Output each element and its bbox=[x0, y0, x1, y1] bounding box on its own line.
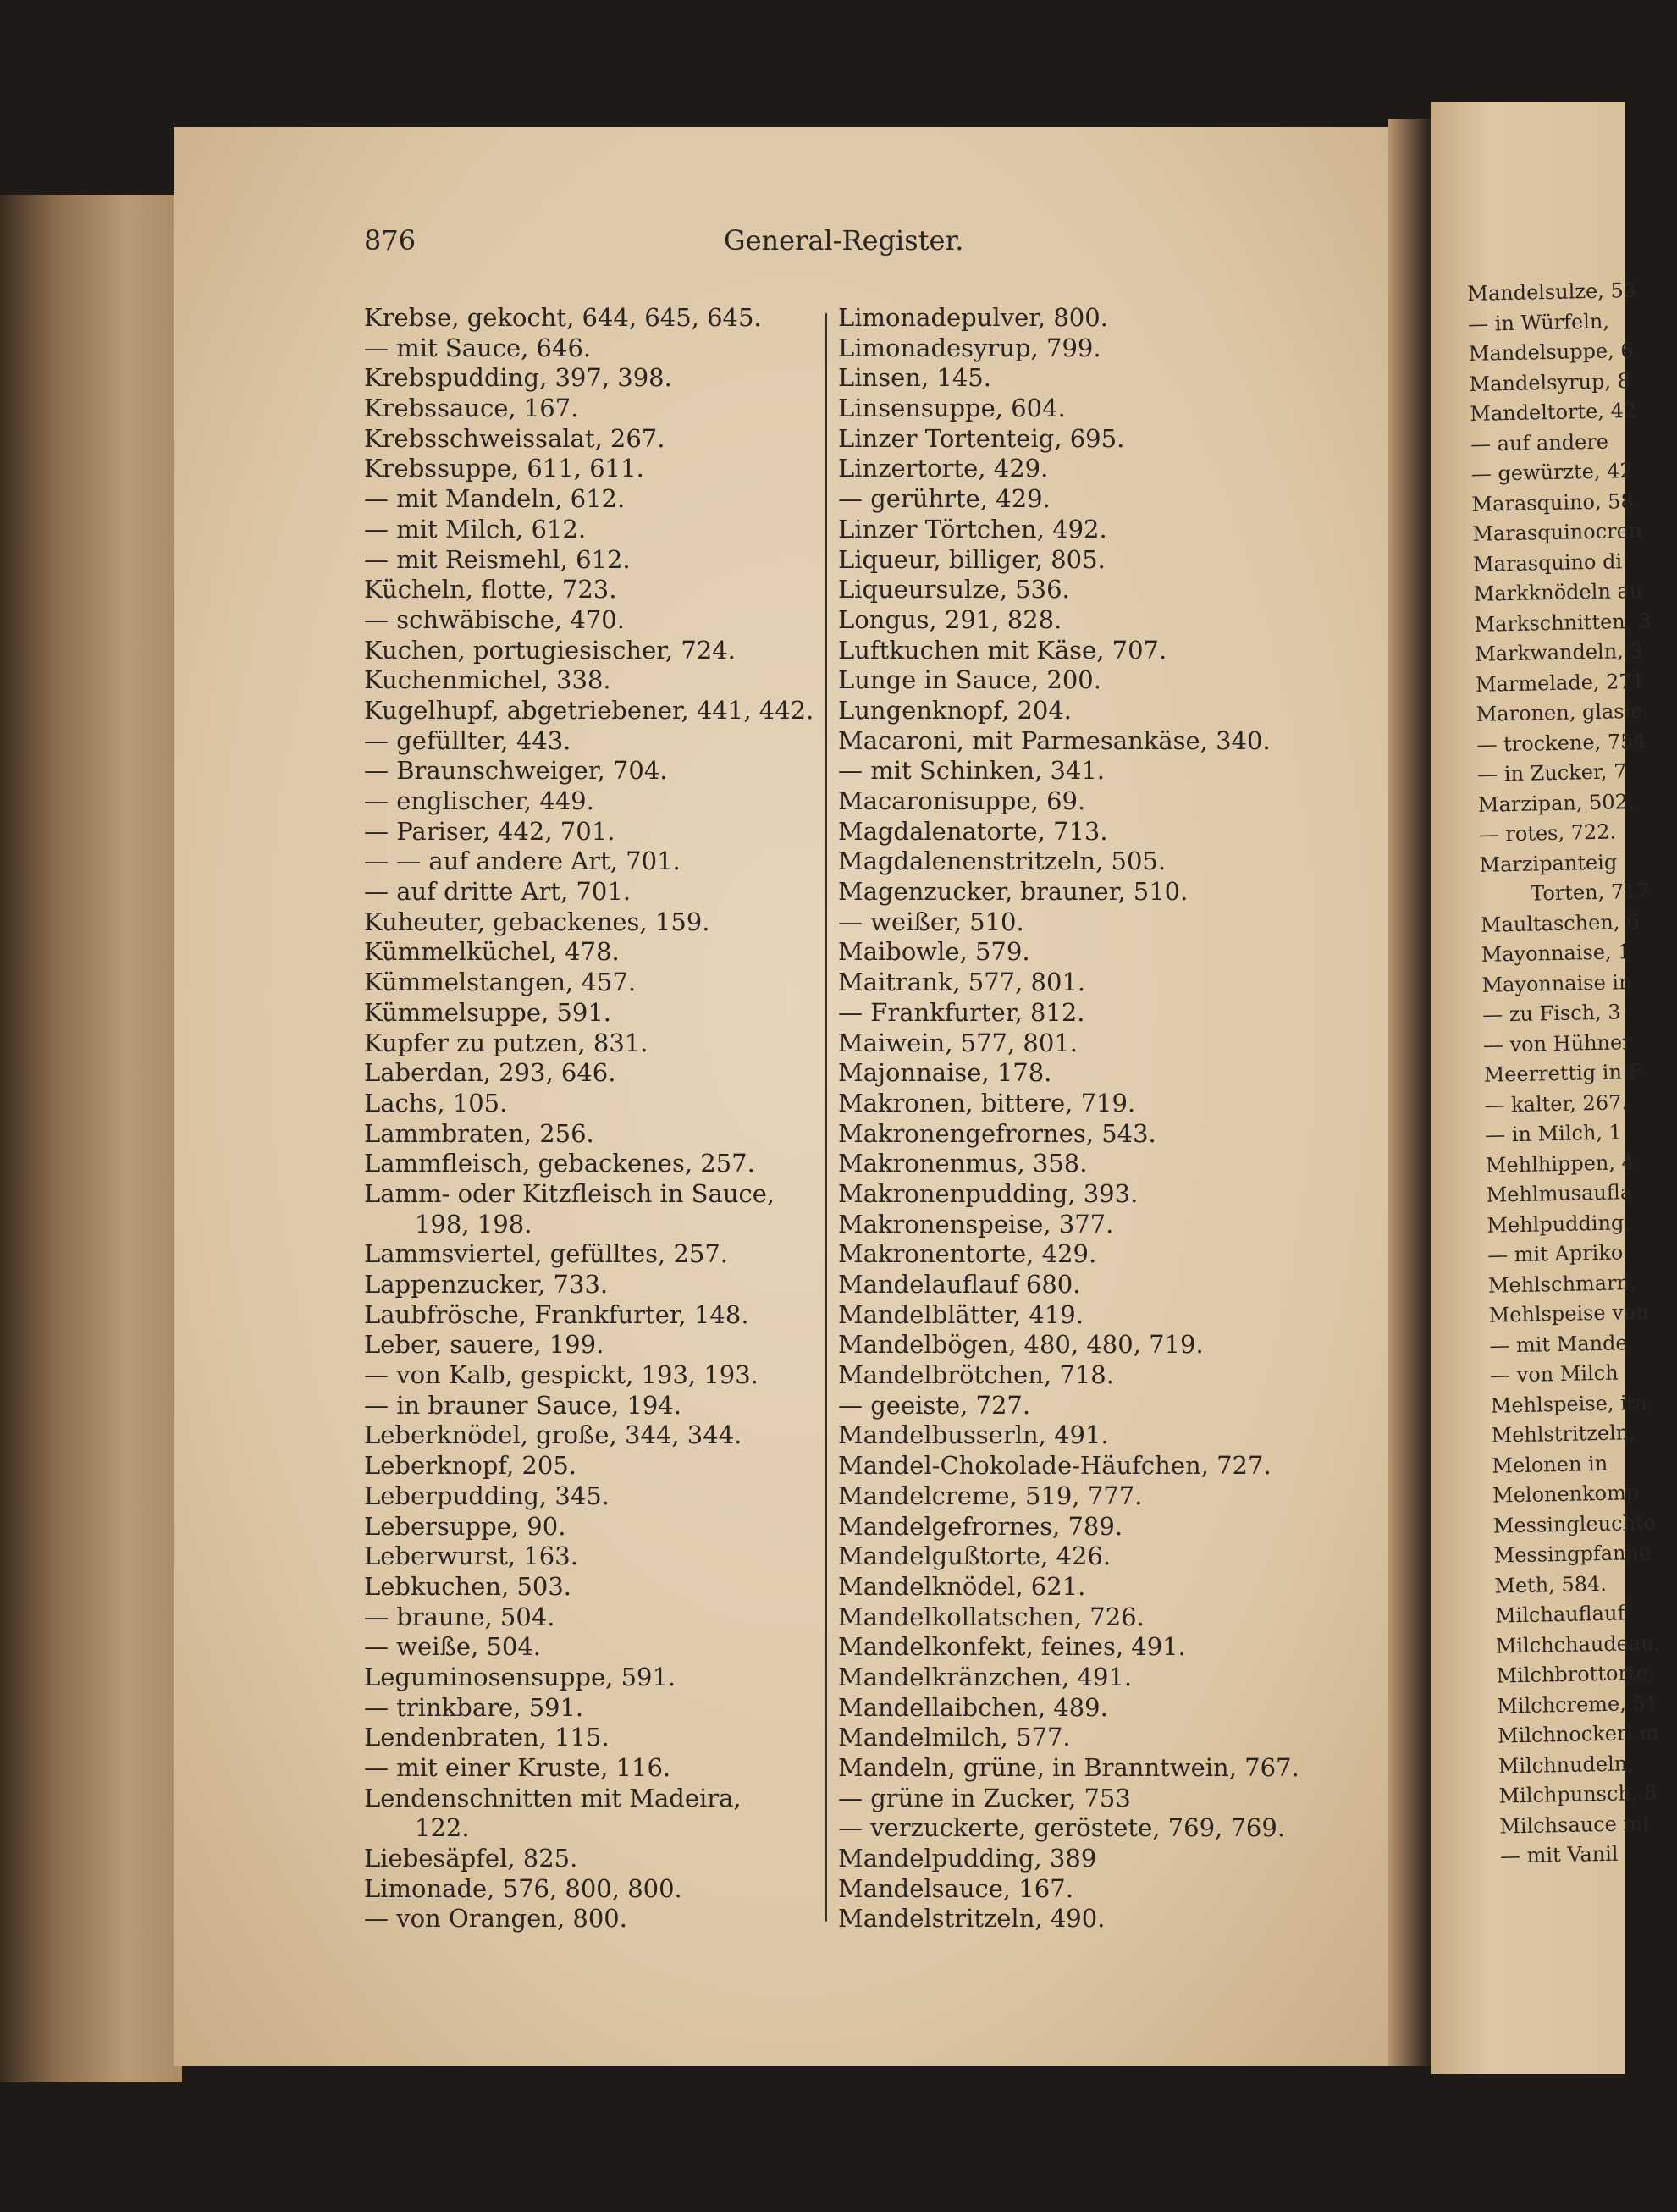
index-entry: Milchbrottorte, bbox=[1496, 1660, 1655, 1688]
index-entry: Limonadesyrup, 799. bbox=[838, 333, 1101, 362]
index-entry: — grüne in Zucker, 753 bbox=[838, 1783, 1131, 1812]
index-entry: Lunge in Sauce, 200. bbox=[838, 665, 1101, 695]
index-entry: Mandelkonfekt, feines, 491. bbox=[838, 1632, 1186, 1662]
index-entry: Milchcreme, 51 bbox=[1497, 1691, 1659, 1718]
index-entry: — mit Apriko bbox=[1487, 1240, 1624, 1267]
index-entry: Mehlmusaufla bbox=[1486, 1180, 1633, 1207]
index-entry: Mandeln, grüne, in Branntwein, 767. bbox=[838, 1753, 1299, 1782]
index-entry: Melonenkomp bbox=[1492, 1481, 1640, 1508]
running-title: General-Register. bbox=[724, 224, 964, 257]
index-entry: Milchpunsch, 8 bbox=[1498, 1780, 1658, 1808]
index-entry: — von Hühner bbox=[1482, 1029, 1632, 1057]
index-entry: Mandel-Chokolade-Häufchen, 727. bbox=[838, 1451, 1272, 1481]
index-entry: — schwäbische, 470. bbox=[364, 604, 625, 634]
index-entry: — rotes, 722. bbox=[1478, 819, 1617, 847]
index-entry: Linsensuppe, 604. bbox=[838, 394, 1066, 423]
index-entry: Lachs, 105. bbox=[364, 1088, 508, 1117]
index-entry: Kücheln, flotte, 723. bbox=[364, 575, 617, 604]
index-entry: Leguminosensuppe, 591. bbox=[364, 1662, 676, 1691]
index-entry: Kümmelstangen, 457. bbox=[364, 968, 637, 997]
index-entry: Mandelpudding, 389 bbox=[838, 1844, 1097, 1873]
index-entry: — in brauner Sauce, 194. bbox=[364, 1390, 681, 1420]
index-entry: Macaronisuppe, 69. bbox=[838, 786, 1086, 815]
index-column-left bbox=[364, 303, 814, 1934]
index-entry: — auf dritte Art, 701. bbox=[364, 877, 631, 907]
index-entry: Mandellaibchen, 489. bbox=[838, 1692, 1108, 1722]
index-entry: Marasquino, 58 bbox=[1471, 488, 1634, 516]
index-entry: Kupfer zu putzen, 831. bbox=[364, 1028, 648, 1057]
index-entry: Kuchen, portugiesischer, 724. bbox=[364, 635, 736, 665]
index-entry: Magenzucker, brauner, 510. bbox=[838, 877, 1189, 907]
index-entry: — mit Milch, 612. bbox=[364, 514, 587, 543]
index-entry: 122. bbox=[415, 1813, 470, 1843]
index-entry: Krebse, gekocht, 644, 645, 645. bbox=[364, 303, 762, 332]
index-entry: Mehlschmarn, bbox=[1487, 1270, 1636, 1298]
index-entry: — mit Mande bbox=[1489, 1330, 1628, 1358]
index-entry: Mandelgefrornes, 789. bbox=[838, 1511, 1123, 1541]
index-entry: — trinkbare, 591. bbox=[364, 1692, 584, 1722]
index-entry: Leber, sauere, 199. bbox=[364, 1330, 604, 1360]
index-entry: Marzipan, 502. bbox=[1477, 789, 1635, 817]
index-entry: Majonnaise, 178. bbox=[838, 1058, 1052, 1088]
index-entry: — mit Vanil bbox=[1499, 1841, 1619, 1868]
index-entry: Mandelsyrup, 8 bbox=[1469, 368, 1631, 396]
index-entry: Liqueur, billiger, 805. bbox=[838, 544, 1106, 574]
index-entry: Messingpfanne bbox=[1493, 1540, 1652, 1568]
index-entry: Magdalenatorte, 713. bbox=[838, 816, 1108, 846]
index-entry: — in Würfeln, bbox=[1467, 308, 1610, 336]
index-column-right bbox=[838, 303, 1299, 1934]
index-entry: Limonade, 576, 800, 800. bbox=[364, 1873, 682, 1903]
index-entry: — gefüllter, 443. bbox=[364, 725, 571, 755]
index-entry: Liqueursulze, 536. bbox=[838, 575, 1070, 604]
index-entry: Markwandeln, 3 bbox=[1474, 638, 1643, 666]
index-entry: Lebersuppe, 90. bbox=[364, 1511, 566, 1541]
index-entry: Mandelcreme, 519, 777. bbox=[838, 1481, 1143, 1510]
index-entry: — mit Reismehl, 612. bbox=[364, 544, 631, 574]
index-entry: Meerrettig in F bbox=[1483, 1059, 1643, 1087]
index-entry: Kuheuter, gebackenes, 159. bbox=[364, 907, 710, 936]
index-entry: Kuchenmichel, 338. bbox=[364, 665, 611, 695]
index-entry: Krebssauce, 167. bbox=[364, 394, 579, 423]
index-entry: — kalter, 267. bbox=[1484, 1089, 1629, 1117]
index-entry: Lebkuchen, 503. bbox=[364, 1571, 571, 1601]
index-entry: Limonadepulver, 800. bbox=[838, 303, 1108, 332]
index-entry: — trockene, 754 bbox=[1476, 729, 1647, 757]
index-entry: — braune, 504. bbox=[364, 1602, 555, 1631]
index-entry: Marasquinocren bbox=[1472, 518, 1642, 546]
index-entry: Milchsauce mi bbox=[1498, 1811, 1650, 1839]
index-entry: Marmelade, 271 bbox=[1475, 669, 1646, 697]
index-entry: — verzuckerte, geröstete, 769, 769. bbox=[838, 1813, 1286, 1843]
index-entry: Mandelauflauf 680. bbox=[838, 1270, 1081, 1299]
index-entry: Mehlstritzeln, bbox=[1491, 1420, 1636, 1448]
index-entry: — zu Fisch, 3 bbox=[1481, 1000, 1621, 1027]
index-entry: — geeiste, 727. bbox=[838, 1390, 1031, 1420]
index-entry: Leberpudding, 345. bbox=[364, 1481, 610, 1510]
index-entry: Mayonnaise, 1 bbox=[1481, 940, 1631, 967]
index-entry: — englischer, 449. bbox=[364, 786, 594, 815]
index-entry: Mandelsauce, 167. bbox=[838, 1873, 1073, 1903]
index-entry: Mandelgußtorte, 426. bbox=[838, 1542, 1112, 1571]
index-entry: Linzer Törtchen, 492. bbox=[838, 514, 1107, 543]
index-entry: Mandelkränzchen, 491. bbox=[838, 1662, 1133, 1691]
next-page-column bbox=[1467, 276, 1677, 1872]
index-entry: — gewürzte, 42 bbox=[1470, 458, 1634, 486]
index-entry: Melonen in bbox=[1492, 1451, 1608, 1478]
index-entry: Leberknopf, 205. bbox=[364, 1451, 576, 1481]
index-entry: — in Zucker, 7 bbox=[1476, 759, 1627, 786]
index-entry: Linzertorte, 429. bbox=[838, 454, 1049, 483]
index-entry: Krebssuppe, 611, 611. bbox=[364, 454, 644, 483]
index-entry: Lappenzucker, 733. bbox=[364, 1270, 609, 1299]
index-entry: Leberwurst, 163. bbox=[364, 1542, 578, 1571]
index-entry: Makronentorte, 429. bbox=[838, 1239, 1097, 1269]
index-entry: Makronen, bittere, 719. bbox=[838, 1088, 1136, 1117]
index-entry: Maitrank, 577, 801. bbox=[838, 968, 1086, 997]
index-entry: — von Milch bbox=[1489, 1360, 1619, 1387]
index-entry: Krebspudding, 397, 398. bbox=[364, 363, 672, 393]
index-entry: Milchauflauf bbox=[1494, 1601, 1625, 1628]
index-entry: — in Milch, 1 bbox=[1484, 1120, 1623, 1147]
index-entry: Maibowle, 579. bbox=[838, 937, 1030, 967]
index-entry: Macaroni, mit Parmesankäse, 340. bbox=[838, 725, 1271, 755]
column-divider bbox=[825, 313, 827, 1922]
index-entry: Linsen, 145. bbox=[838, 363, 991, 393]
index-entry: Leberknödel, große, 344, 344. bbox=[364, 1420, 742, 1450]
index-entry: — mit Mandeln, 612. bbox=[364, 484, 626, 514]
index-entry: — Pariser, 442, 701. bbox=[364, 816, 615, 846]
page-number: 876 bbox=[364, 224, 416, 257]
index-entry: Longus, 291, 828. bbox=[838, 604, 1062, 634]
index-entry: Mehlhippen, 4 bbox=[1485, 1150, 1636, 1178]
index-entry: Kugelhupf, abgetriebener, 441, 442. bbox=[364, 695, 814, 725]
index-entry: Lendenschnitten mit Madeira, bbox=[364, 1783, 742, 1812]
index-entry: — mit Schinken, 341. bbox=[838, 756, 1106, 786]
index-entry: Mandelblätter, 419. bbox=[838, 1299, 1084, 1329]
index-entry: Luftkuchen mit Käse, 707. bbox=[838, 635, 1167, 665]
index-entry: Lendenbraten, 115. bbox=[364, 1723, 610, 1752]
index-entry: Mandelsuppe, 6 bbox=[1468, 338, 1634, 366]
page-edges bbox=[0, 195, 182, 2082]
index-entry: Mandeltorte, 42 bbox=[1470, 398, 1637, 426]
index-entry: Mehlspeise von bbox=[1488, 1299, 1649, 1327]
index-entry: — weißer, 510. bbox=[838, 907, 1024, 936]
index-entry: Lammfleisch, gebackenes, 257. bbox=[364, 1149, 755, 1178]
index-entry: Mandelstritzeln, 490. bbox=[838, 1904, 1106, 1933]
index-entry: Mandelmilch, 577. bbox=[838, 1723, 1071, 1752]
index-entry: Lamm- oder Kitzfleisch in Sauce, bbox=[364, 1178, 775, 1208]
index-entry: Makronengefrornes, 543. bbox=[838, 1118, 1156, 1148]
index-entry: — mit Sauce, 646. bbox=[364, 333, 592, 362]
index-entry: Torten, 717 bbox=[1530, 879, 1650, 906]
index-entry: Mayonnaise in bbox=[1481, 969, 1632, 997]
index-entry: Magdalenenstritzeln, 505. bbox=[838, 847, 1167, 876]
index-entry: Makronenpudding, 393. bbox=[838, 1178, 1139, 1208]
index-entry: Mehlspeise, ita bbox=[1490, 1390, 1647, 1418]
index-entry: Makronenmus, 358. bbox=[838, 1149, 1088, 1178]
index-entry: Maiwein, 577, 801. bbox=[838, 1028, 1078, 1057]
index-entry: — gerührte, 429. bbox=[838, 484, 1051, 514]
index-entry: — von Orangen, 800. bbox=[364, 1904, 627, 1933]
index-entry: Milchnudeln, bbox=[1498, 1751, 1635, 1779]
index-entry: Markknödeln au bbox=[1473, 578, 1643, 606]
index-entry: — mit einer Kruste, 116. bbox=[364, 1753, 671, 1782]
index-entry: Meth, 584. bbox=[1494, 1571, 1608, 1598]
index-entry: Kümmelküchel, 478. bbox=[364, 937, 620, 967]
index-entry: Markschnitten, 3 bbox=[1474, 609, 1652, 637]
index-entry: Linzer Tortenteig, 695. bbox=[838, 423, 1125, 453]
index-entry: — — auf andere Art, 701. bbox=[364, 847, 681, 876]
index-entry: Mandelknödel, 621. bbox=[838, 1571, 1086, 1601]
index-entry: Laubfrösche, Frankfurter, 148. bbox=[364, 1299, 749, 1329]
index-entry: Mehlpudding, bbox=[1487, 1210, 1631, 1238]
index-entry: Maronen, glasie bbox=[1476, 698, 1643, 726]
index-entry: Marasquino di bbox=[1472, 549, 1623, 576]
index-entry: — Braunschweiger, 704. bbox=[364, 756, 668, 786]
index-entry: Lungenknopf, 204. bbox=[838, 695, 1072, 725]
index-entry: Marzipanteig bbox=[1479, 849, 1618, 877]
index-entry: Laberdan, 293, 646. bbox=[364, 1058, 616, 1088]
index-entry: Lammsviertel, gefülltes, 257. bbox=[364, 1239, 729, 1269]
index-entry: Mandelbögen, 480, 480, 719. bbox=[838, 1330, 1204, 1360]
index-entry: — auf andere bbox=[1470, 429, 1609, 456]
index-entry: Messingleuchte bbox=[1492, 1510, 1657, 1538]
index-entry: — Frankfurter, 812. bbox=[838, 997, 1085, 1027]
index-entry: — von Kalb, gespickt, 193, 193. bbox=[364, 1360, 759, 1390]
index-entry: Maultaschen, 6 bbox=[1480, 909, 1640, 937]
index-entry: Makronenspeise, 377. bbox=[838, 1209, 1114, 1238]
index-entry: — weiße, 504. bbox=[364, 1632, 542, 1662]
index-entry: Mandelbrötchen, 718. bbox=[838, 1360, 1114, 1390]
index-entry: Mandelbusserln, 491. bbox=[838, 1420, 1109, 1450]
index-entry: Krebsschweissalat, 267. bbox=[364, 423, 665, 453]
index-entry: Milchnockerl m bbox=[1497, 1720, 1659, 1748]
index-entry: Milchchaudeau, bbox=[1495, 1630, 1661, 1658]
index-entry: Kümmelsuppe, 591. bbox=[364, 997, 611, 1027]
index-entry: Liebesäpfel, 825. bbox=[364, 1844, 578, 1873]
index-entry: 198, 198. bbox=[415, 1209, 532, 1238]
index-entry: Mandelkollatschen, 726. bbox=[838, 1602, 1145, 1631]
index-entry: Mandelsulze, 53 bbox=[1467, 278, 1637, 306]
index-entry: Lammbraten, 256. bbox=[364, 1118, 594, 1148]
